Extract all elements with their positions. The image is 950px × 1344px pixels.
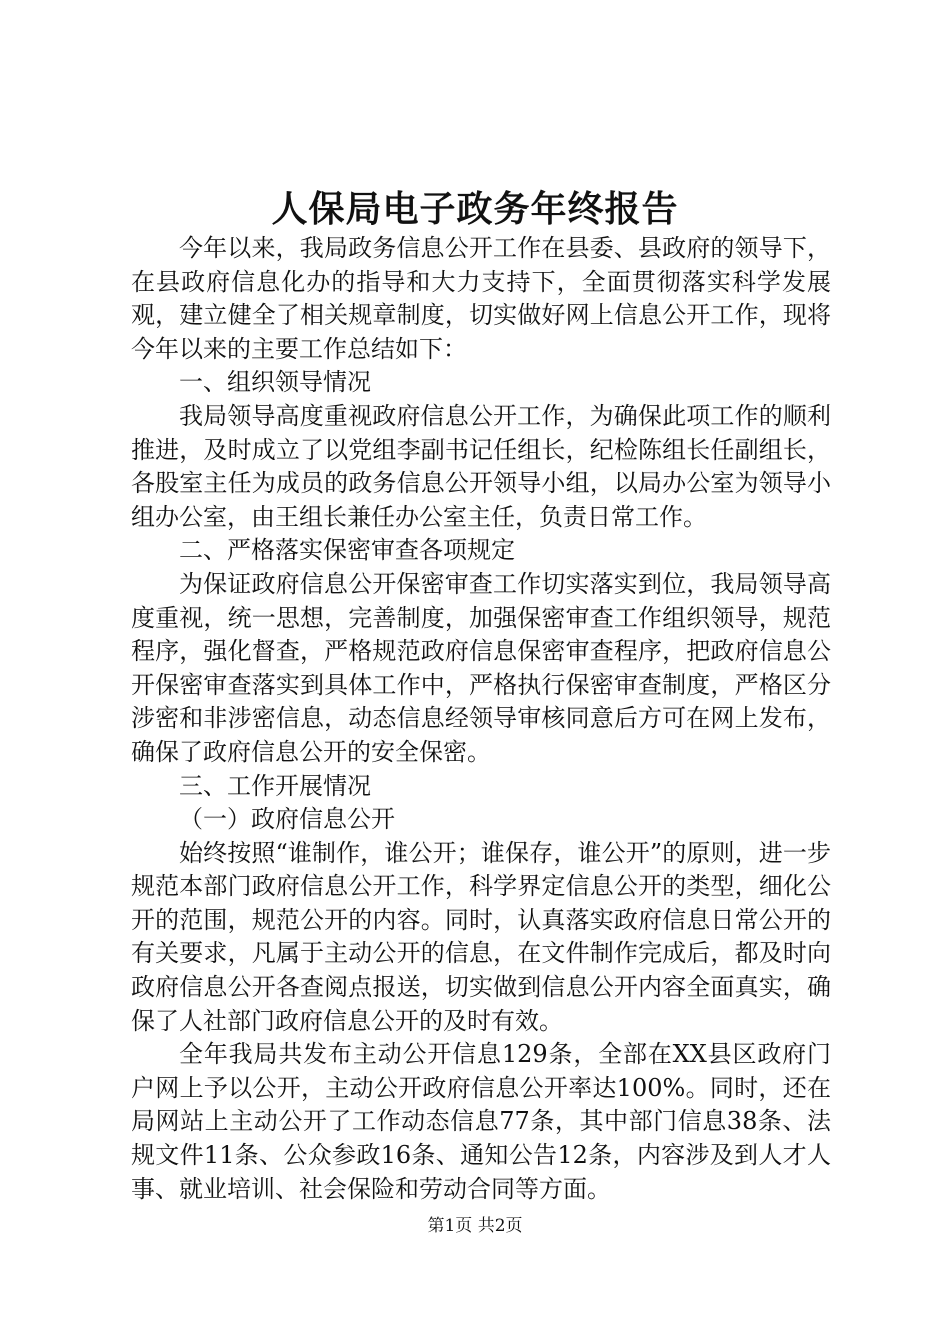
- page-number-footer: 第1页 共2页: [427, 1216, 523, 1236]
- statistics-paragraph: 全年我局共发布主动公开信息129条，全部在XX县区政府门户网上予以公开，主动公开政府信息公开率达100%。同时，还在局网站上主动公开了工作动态信息77条，其中部门信息38条、法规文件11条、公众参政16条、通知公告12条，内容涉及到人才人事、就业培训、社会保险和劳动合同等方面。: [131, 1040, 831, 1203]
- section-heading-organization: 一、组织领导情况: [179, 368, 371, 397]
- confidentiality-paragraph: 为保证政府信息公开保密审查工作切实落实到位，我局领导高度重视，统一思想，完善制度，加强保密审查工作组织领导，规范程序，强化督查，严格规范政府信息保密审查程序，把政府信息公开保密审查落实到具体工作中，严格执行保密审查制度，严格区分涉密和非涉密信息，动态信息经领导审核同意后方可在网上发布，确保了政府信息公开的安全保密。: [131, 569, 831, 766]
- section-heading-confidentiality: 二、严格落实保密审查各项规定: [179, 536, 515, 565]
- document-body: [131, 232, 831, 1206]
- intro-paragraph: 今年以来，我局政务信息公开工作在县委、县政府的领导下，在县政府信息化办的指导和大力支持下，全面贯彻落实科学发展观，建立健全了相关规章制度，切实做好网上信息公开工作，现将今年以来的主要工作总结如下：: [131, 234, 831, 363]
- document-title: 人保局电子政务年终报告: [271, 188, 679, 230]
- organization-paragraph: 我局领导高度重视政府信息公开工作，为确保此项工作的顺利推进，及时成立了以党组李副书记任组长，纪检陈组长任副组长，各股室主任为成员的政务信息公开领导小组，以局办公室为领导小组办公室，由王组长兼任办公室主任，负责日常工作。: [131, 401, 831, 531]
- subsection-heading-disclosure: （一）政府信息公开: [179, 805, 395, 834]
- section-heading-work: 三、工作开展情况: [179, 771, 371, 800]
- disclosure-paragraph: 始终按照“谁制作，谁公开；谁保存，谁公开”的原则，进一步规范本部门政府信息公开工作，科学界定信息公开的类型，细化公开的范围，规范公开的内容。同时，认真落实政府信息日常公开的有关要求，凡属于主动公开的信息，在文件制作完成后，都及时向政府信息公开各查阅点报送，切实做到信息公开内容全面真实，确保了人社部门政府信息公开的及时有效。: [131, 838, 831, 1035]
